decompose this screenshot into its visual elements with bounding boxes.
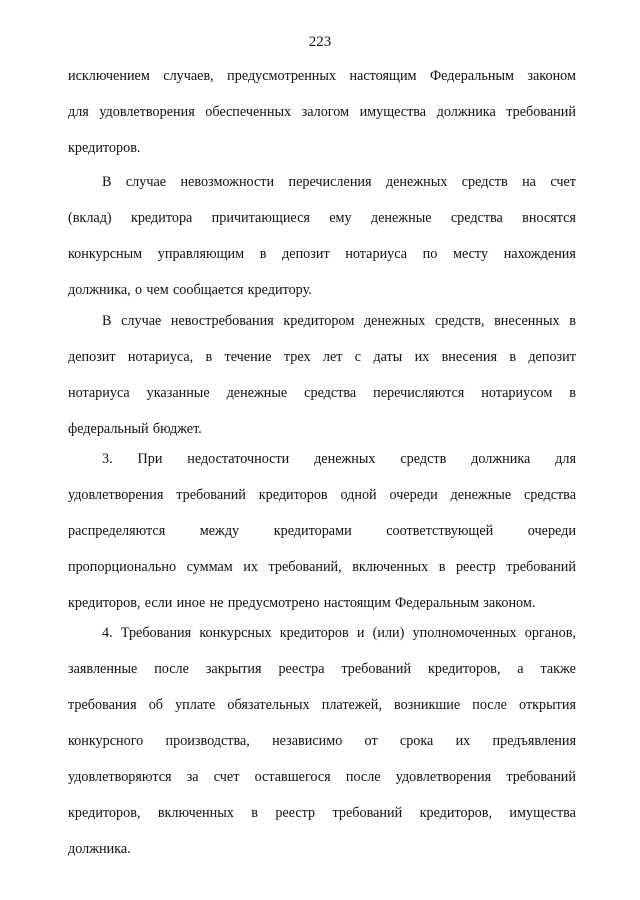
- word: об: [148, 697, 163, 713]
- word: уполномоченных: [412, 625, 517, 641]
- word: включенных: [157, 805, 234, 821]
- word: федеральный: [68, 421, 149, 437]
- text-line: [68, 803, 576, 839]
- word: срока: [399, 733, 434, 749]
- word: счет: [550, 174, 576, 190]
- word: депозит: [528, 349, 576, 365]
- word: также: [540, 661, 576, 677]
- word: уплате: [175, 697, 216, 713]
- word: денежные: [226, 385, 288, 401]
- word: удовлетворяются: [68, 769, 172, 785]
- word: При: [137, 451, 163, 467]
- word: вносятся: [522, 210, 576, 226]
- word: невостребования: [170, 313, 274, 329]
- word: в: [205, 349, 213, 365]
- word: производства,: [165, 733, 250, 749]
- word: конкурсным: [68, 246, 143, 262]
- paragraph: [68, 449, 576, 629]
- word: нотариуса: [68, 385, 130, 401]
- word: их: [243, 559, 258, 575]
- word: денежных: [363, 313, 426, 329]
- word: должника.: [68, 841, 131, 857]
- word: (или): [372, 625, 405, 641]
- word: на: [522, 174, 536, 190]
- word: денежных: [385, 174, 448, 190]
- word: кредиторов,: [68, 805, 141, 821]
- word: пропорционально: [68, 559, 177, 575]
- word: с: [354, 349, 362, 365]
- word: соответствующей: [386, 523, 494, 539]
- word: случае: [121, 313, 162, 329]
- word: требования: [68, 697, 137, 713]
- word: включенных: [352, 559, 429, 575]
- word: иное: [176, 595, 206, 611]
- word: должника,: [68, 282, 131, 298]
- word: Федеральным: [429, 68, 514, 84]
- word: оставшегося: [254, 769, 331, 785]
- word: платежей,: [321, 697, 382, 713]
- word: депозит: [68, 349, 116, 365]
- word: трех: [283, 349, 311, 365]
- text-line: [68, 731, 576, 767]
- word: требований: [341, 661, 412, 677]
- word: требований: [506, 104, 576, 120]
- text-line: [68, 521, 576, 557]
- word: между: [199, 523, 240, 539]
- word: кредиторов.: [68, 140, 141, 156]
- word: настоящим: [349, 68, 417, 84]
- word: в: [509, 349, 517, 365]
- word: даты: [373, 349, 403, 365]
- text-line: [68, 311, 576, 347]
- word: месту: [453, 246, 489, 262]
- word: нотариусом: [481, 385, 553, 401]
- text-line: [68, 208, 576, 244]
- word: реестр: [455, 559, 496, 575]
- word: Федеральным: [395, 595, 480, 611]
- word: после: [472, 697, 507, 713]
- text-line: [68, 383, 576, 419]
- word: за: [186, 769, 199, 785]
- word: органов,: [524, 625, 576, 641]
- word: денежные: [450, 487, 512, 503]
- word: удовлетворения: [99, 104, 195, 120]
- word: предусмотренных: [227, 68, 337, 84]
- word: удовлетворения: [395, 769, 492, 785]
- text-line: [68, 138, 576, 174]
- word: указанные: [146, 385, 210, 401]
- text-line: [68, 66, 576, 102]
- word: очереди: [389, 487, 438, 503]
- word: их: [414, 349, 430, 365]
- word: кредитора: [130, 210, 193, 226]
- word: кредиторами: [273, 523, 352, 539]
- word: невозможности: [180, 174, 275, 190]
- word: управляющим: [157, 246, 245, 262]
- word: реестр: [275, 805, 316, 821]
- word: и: [356, 625, 365, 641]
- word: В: [102, 313, 112, 329]
- word: залогом: [301, 104, 350, 120]
- word: в: [438, 559, 446, 575]
- word: после: [154, 661, 189, 677]
- word: закрытия: [205, 661, 262, 677]
- word: течение: [224, 349, 272, 365]
- word: о: [134, 282, 143, 298]
- word: если: [144, 595, 173, 611]
- word: нотариуса,: [127, 349, 194, 365]
- text-line: [68, 485, 576, 521]
- word: в: [251, 805, 258, 821]
- word: обязательных: [227, 697, 310, 713]
- word: недостаточности: [187, 451, 290, 467]
- paragraph: [68, 623, 576, 875]
- word: внесенных: [494, 313, 560, 329]
- word: денежных: [314, 451, 376, 467]
- word: причитающиеся: [211, 210, 310, 226]
- word: 4.: [102, 625, 113, 641]
- word: от: [364, 733, 378, 749]
- word: независимо: [272, 733, 343, 749]
- word: средств: [400, 451, 447, 467]
- word: кредиторов,: [68, 595, 141, 611]
- word: имущества: [359, 104, 427, 120]
- word: возникшие: [393, 697, 461, 713]
- word: кредитором: [283, 313, 355, 329]
- word: очереди: [527, 523, 576, 539]
- word: Требования: [120, 625, 192, 641]
- word: нахождения: [503, 246, 576, 262]
- word: реестра: [278, 661, 325, 677]
- word: должника: [471, 451, 531, 467]
- word: перечисления: [288, 174, 372, 190]
- word: кредиторов,: [419, 805, 493, 821]
- word: по: [422, 246, 438, 262]
- word: внесения: [441, 349, 498, 365]
- word: удовлетворения: [68, 487, 164, 503]
- word: требований: [506, 559, 576, 575]
- word: должника: [436, 104, 496, 120]
- word: 3.: [102, 451, 113, 467]
- word: счет: [213, 769, 240, 785]
- text-line: [68, 839, 576, 875]
- word: законом: [527, 68, 576, 84]
- text-line: [68, 695, 576, 731]
- paragraph: [68, 172, 576, 316]
- word: имущества: [509, 805, 576, 821]
- word: суммам: [186, 559, 233, 575]
- word: после: [345, 769, 381, 785]
- word: заявленные: [68, 661, 138, 677]
- word: законом.: [483, 595, 536, 611]
- word: требований: [332, 805, 403, 821]
- word: случае: [125, 174, 167, 190]
- paragraph: [68, 66, 576, 174]
- word: в: [569, 385, 576, 401]
- word: одной: [340, 487, 377, 503]
- word: конкурсных: [199, 625, 272, 641]
- word: в: [259, 246, 267, 262]
- word: случаев,: [163, 68, 214, 84]
- text-line: [68, 172, 576, 208]
- word: конкурсного: [68, 733, 144, 749]
- word: депозит: [282, 246, 330, 262]
- word: требований: [506, 769, 576, 785]
- word: требований: [176, 487, 246, 503]
- paragraph: [68, 311, 576, 455]
- word: для: [68, 104, 89, 120]
- word: средств,: [435, 313, 485, 329]
- word: В: [102, 174, 112, 190]
- word: требований,: [268, 559, 342, 575]
- word: лет: [322, 349, 343, 365]
- word: (вклад): [68, 210, 112, 226]
- word: не: [209, 595, 224, 611]
- text-line: [68, 449, 576, 485]
- word: предъявления: [492, 733, 576, 749]
- word: исключением: [68, 68, 150, 84]
- text-line: [68, 767, 576, 803]
- word: средства: [304, 385, 357, 401]
- text-line: [68, 244, 576, 280]
- word: перечисляются: [373, 385, 465, 401]
- text-line: [68, 557, 576, 593]
- page-number: 223: [308, 34, 332, 50]
- word: кредиторов: [258, 487, 328, 503]
- word: в: [569, 313, 576, 329]
- word: сообщается: [172, 282, 244, 298]
- word: предусмотрено: [227, 595, 320, 611]
- word: обеспеченных: [205, 104, 292, 120]
- word: средств: [461, 174, 508, 190]
- word: для: [555, 451, 576, 467]
- text-line: [68, 102, 576, 138]
- word: их: [455, 733, 471, 749]
- text-line: [68, 623, 576, 659]
- word: кредиторов: [279, 625, 349, 641]
- text-line: [68, 347, 576, 383]
- word: нотариуса: [345, 246, 408, 262]
- word: кредиторов,: [427, 661, 501, 677]
- word: а: [517, 661, 524, 677]
- word: средства: [523, 487, 576, 503]
- word: денежные: [370, 210, 432, 226]
- word: распределяются: [68, 523, 166, 539]
- word: средства: [450, 210, 503, 226]
- word: ему: [329, 210, 352, 226]
- word: чем: [146, 282, 169, 298]
- word: настоящим: [323, 595, 391, 611]
- text-line: [68, 659, 576, 695]
- word: кредитору.: [247, 282, 312, 298]
- word: бюджет.: [152, 421, 202, 437]
- word: открытия: [519, 697, 576, 713]
